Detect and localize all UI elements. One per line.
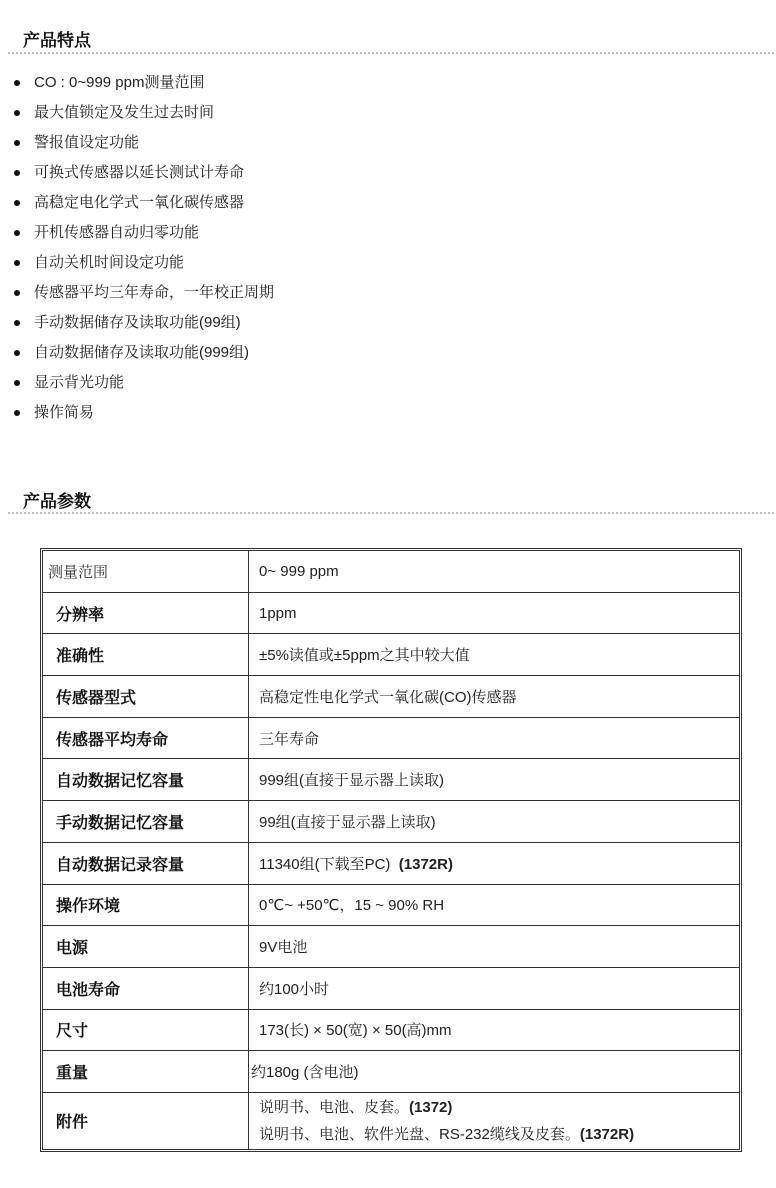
spec-key: 传感器平均寿命 xyxy=(43,717,249,759)
spec-key: 手动数据记忆容量 xyxy=(43,801,249,843)
spec-value: 高稳定性电化学式一氧化碳(CO)传感器 xyxy=(249,676,740,718)
feature-item xyxy=(0,98,760,128)
spec-key: 准确性 xyxy=(43,634,249,676)
bullet-icon xyxy=(14,230,20,236)
features-list xyxy=(0,68,760,428)
model-tag: (1372R) xyxy=(579,1125,635,1143)
table-row xyxy=(43,926,740,968)
spec-key: 附件 xyxy=(43,1092,249,1149)
feature-text: 自动关机时间设定功能 xyxy=(34,254,185,271)
table-row xyxy=(43,884,740,926)
spec-key: 测量范围 xyxy=(43,551,249,593)
params-section-title: 产品参数 xyxy=(23,492,91,511)
feature-text: CO : 0~999 ppm测量范围 xyxy=(34,74,205,91)
bullet-icon xyxy=(14,320,20,326)
spec-key: 操作环境 xyxy=(43,884,249,926)
spec-table xyxy=(42,550,740,1150)
spec-key: 自动数据记忆容量 xyxy=(43,759,249,801)
spec-value: 0℃~ +50℃，15 ~ 90% RH xyxy=(249,884,740,926)
feature-item xyxy=(0,278,760,308)
spec-value-text: 11340组(下载至PC) xyxy=(259,855,391,873)
spec-value: 0~ 999 ppm xyxy=(249,551,740,593)
spec-value: 173(长) × 50(宽) × 50(高)mm xyxy=(249,1009,740,1051)
feature-text: 可换式传感器以延长测试计寿命 xyxy=(34,164,245,181)
table-row xyxy=(43,717,740,759)
feature-item xyxy=(0,158,760,188)
table-row xyxy=(43,634,740,676)
bullet-icon xyxy=(14,200,20,206)
spec-value: 约100小时 xyxy=(249,967,740,1009)
spec-key: 自动数据记录容量 xyxy=(43,842,249,884)
spec-value: 999组(直接于显示器上读取) xyxy=(249,759,740,801)
spec-key: 传感器型式 xyxy=(43,676,249,718)
bullet-icon xyxy=(14,380,20,386)
bullet-icon xyxy=(14,350,20,356)
feature-item xyxy=(0,68,760,98)
bullet-icon xyxy=(14,260,20,266)
feature-item xyxy=(0,128,760,158)
table-row xyxy=(43,759,740,801)
spec-value: 三年寿命 xyxy=(249,717,740,759)
table-row xyxy=(43,967,740,1009)
spec-value xyxy=(249,842,740,884)
feature-item xyxy=(0,368,760,398)
spec-key: 分辨率 xyxy=(43,592,249,634)
accessory-text: 说明书、电池、皮套。 xyxy=(259,1098,410,1116)
model-tag: (1372R) xyxy=(398,855,453,873)
feature-text: 高稳定电化学式一氧化碳传感器 xyxy=(34,194,245,211)
feature-item xyxy=(0,338,760,368)
accessory-text: 说明书、电池、软件光盘、RS-232缆线及皮套。 xyxy=(259,1125,580,1143)
spec-value xyxy=(249,1092,740,1149)
feature-text: 自动数据储存及读取功能(999组) xyxy=(34,344,250,361)
spec-value: 9V电池 xyxy=(249,926,740,968)
spec-key: 电池寿命 xyxy=(43,967,249,1009)
spec-value: 99组(直接于显示器上读取) xyxy=(249,801,740,843)
bullet-icon xyxy=(14,410,20,416)
table-row xyxy=(43,1009,740,1051)
spec-value: ±5%读值或±5ppm之其中较大值 xyxy=(249,634,740,676)
accessory-line xyxy=(259,1121,739,1148)
feature-text: 传感器平均三年寿命，一年校正周期 xyxy=(34,284,275,301)
model-tag: (1372) xyxy=(409,1098,453,1116)
bullet-icon xyxy=(14,80,20,86)
spec-table-frame xyxy=(40,548,742,1152)
feature-text: 警报值设定功能 xyxy=(34,134,140,151)
feature-text: 开机传感器自动归零功能 xyxy=(34,224,200,241)
spec-key: 电源 xyxy=(43,926,249,968)
feature-text: 手动数据储存及读取功能(99组) xyxy=(34,314,241,331)
table-row xyxy=(43,801,740,843)
bullet-icon xyxy=(14,170,20,176)
table-row xyxy=(43,842,740,884)
table-row xyxy=(43,551,740,593)
table-row xyxy=(43,676,740,718)
features-divider xyxy=(8,52,774,54)
feature-item xyxy=(0,308,760,338)
feature-text: 操作简易 xyxy=(34,404,95,421)
feature-item xyxy=(0,398,760,428)
spec-key: 尺寸 xyxy=(43,1009,249,1051)
features-section-title: 产品特点 xyxy=(23,31,91,50)
bullet-icon xyxy=(14,290,20,296)
params-divider xyxy=(8,512,774,514)
feature-item xyxy=(0,218,760,248)
accessory-line xyxy=(259,1094,739,1121)
spec-value: 1ppm xyxy=(249,592,740,634)
table-row xyxy=(43,592,740,634)
spec-value: 约180g (含电池) xyxy=(249,1051,740,1093)
table-row xyxy=(43,1051,740,1093)
feature-text: 最大值锁定及发生过去时间 xyxy=(34,104,215,121)
bullet-icon xyxy=(14,140,20,146)
bullet-icon xyxy=(14,110,20,116)
spec-key: 重量 xyxy=(43,1051,249,1093)
feature-item xyxy=(0,188,760,218)
feature-text: 显示背光功能 xyxy=(34,374,125,391)
feature-item xyxy=(0,248,760,278)
table-row xyxy=(43,1092,740,1149)
